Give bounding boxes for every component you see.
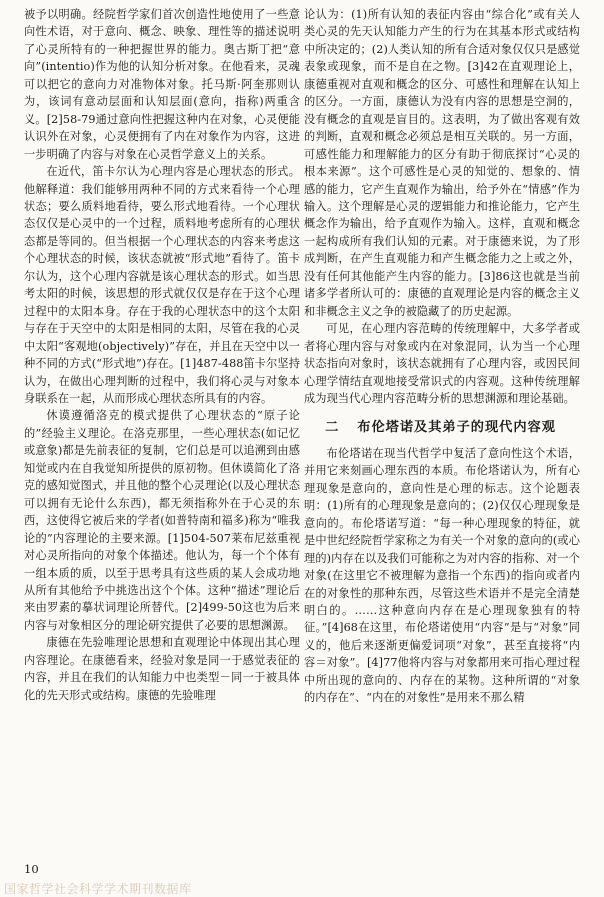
watermark: 国家哲学社会科学学术期刊数据库 bbox=[4, 882, 192, 896]
section-title: 布伦塔诺及其弟子的现代内容观 bbox=[357, 420, 556, 436]
paragraph-left-4: 康德在先验唯理论思想和直观理论中体现出其心理内容理论。在康德看来，经验对象是同一于感觉表征的内容，并且在我们的认知能力中也类型－同一于被具体化的先天形式或结构。康德的先验唯理 bbox=[24, 636, 300, 702]
paragraph-left-1: 被予以明确。经院哲学家们首次创造性地使用了一些意向性术语，对于意向、概念、映象、理性等的描述说明了心灵所特有的一种把握世界的能力。奥古斯丁把“意向”(intentio)作为他的认知分析对象。在他看来，灵魂可以把它的意向力对准物体对象。托马斯·阿奎那则认为，该词有意动层面和认知层面(意向，指称)两重含义。[2]58-79通过意向性把握这种内在对象，心灵便能认识外在对象，心灵便拥有了内在对象作为内容，这进一步明确了内容与对象在心灵哲学意义上的关系。 bbox=[24, 8, 300, 161]
paragraph-right-2: 可见，在心理内容范畴的传统理解中，大多学者或者将心理内容与对象或内在对象混同，认为当一个心理状态指向对象时，该状态就拥有了心理内容，或因民间心理学情结直观地接受常识式的内容观。这种传统理解成为现当代心理内容范畴分析的思想渊源和理论基础。 bbox=[304, 322, 580, 405]
left-column bbox=[24, 6, 300, 704]
right-column bbox=[304, 6, 580, 707]
page-number: 10 bbox=[24, 862, 39, 876]
paragraph-left-2: 在近代，笛卡尔认为心理内容是心理状态的形式。他解释道：我们能够用两种不同的方式来看待一个心理状态；要么质料地看待，要么形式地看待。一个心理状态仅仅是心灵中的一个过程，质料地考虑所有的心理状态都是等同的。但当根据一个心理状态的内容来考虑这个心理状态的时候，该状态就被“形式地”看待了。笛卡尔认为，这个心理内容就是该心理状态的形式。如当思考太阳的时候，该思想的形式就仅仅是存在于这个心理过程中的太阳本身。存在于我的心理状态中的这个太阳与存在于天空中的太阳是相同的太阳，尽管在我的心灵中太阳“客观地(objectively)”存在，并且在天空中以一种不同的方式(“形式地”)存在。[1]487-488笛卡尔坚持认为，在做出心理判断的过程中，我们将心灵与对象本身联系在一起，从而形成心理状态所具有的内容。 bbox=[24, 165, 300, 405]
section-number: 二 bbox=[325, 420, 340, 436]
paragraph-left-3: 休谟遵循洛克的模式提供了心理状态的“原子论的”经验主义理论。在洛克那里，一些心理状态(如记忆或意象)都是先前表征的复制，它们总是可以追溯到由感知觉或内在自我觉知所提供的原初物。但休谟简化了洛克的感知觉图式，并且他的整个心灵理论(以及心理状态可以拥有无论什么东西)，都无须指称外在于心灵的东西，这使得它被后来的学者(如普特南和福多)称为“唯我论的”内容理论的主要来源。[1]504-507莱布尼兹重视对心灵所指向的对象个体描述。他认为，每一个个体有一组本质的质，以至于思考具有这些质的某人会成功地从所有其他给予中挑选出这个个体。这种“描述”理论后来由罗素的摹状词理论所替代。[2]499-50这也为后来内容与对象相区分的理论研究提供了必要的思想渊源。 bbox=[24, 409, 300, 632]
section-heading bbox=[304, 419, 580, 436]
paragraph-right-1: 论认为：(1)所有认知的表征内容由“综合化”或有关人类心灵的先天认知能力产生的行为在其基本形式或结构中所决定的；(2)人类认知的所有合适对象仅仅只是感觉表象或现象，而不是自在之物。[3]42在直观理论上，康德重视对直观和概念的区分、可感性和理解在认知上的区分。一方面，康德认为没有内容的思想是空洞的，没有概念的直观是盲目的。这表明，为了做出客观有效的判断，直观和概念必须总是相互关联的。另一方面，可感性能力和理解能力的区分有助于彻底探讨“心灵的根本来源”。这个可感性是心灵的知觉的、想象的、情感的能力，它产生直观作为输出，给予外在“情感”作为输入。这个理解是心灵的逻辑能力和推论能力，它产生概念作为输出，给予直观作为输入。这样，直观和概念一起构成所有我们认知的元素。对于康德来说，为了形成判断，在产生直观能力和产生概念能力之上或之外，没有任何其他能产生内容的能力。[3]86这也就是当前诸多学者所认可的：康德的直观理论是内容的概念主义和非概念主义之争的被隐藏了的历史起源。 bbox=[304, 8, 580, 318]
paragraph-right-3: 布伦塔诺在现当代哲学中复活了意向性这个术语，并用它来刻画心理东西的本质。布伦塔诺认为，所有心理现象是意向的，意向性是心理的标志。这个论题表明：(1)所有的心理现象是意向的；(2)仅仅心理现象是意向的。布伦塔诺写道：“每一种心理现象的特征，就是中世纪经院哲学家称之为有关一个对象的意向的(或心理的)内存在以及我们可能称之为对内容的指称、对一个对象(在这里它不被理解为意指一个东西)的指向或者内在的对象性的那种东西，尽管这些术语并不是完全清楚明白的。……这种意向内存在是心理现象独有的特征。”[4]68在这里，布伦塔诺使用“内容”是与“对象”同义的，他后来逐渐更偏爱词项“对象”，甚至直接将“内容＝对象”。[4]77他将内容与对象都用来可指心理过程中所出现的意向的、内存在的某物。这种所谓的“对象的内存在”、“内在的对象性”是用来不那么精 bbox=[304, 446, 580, 705]
